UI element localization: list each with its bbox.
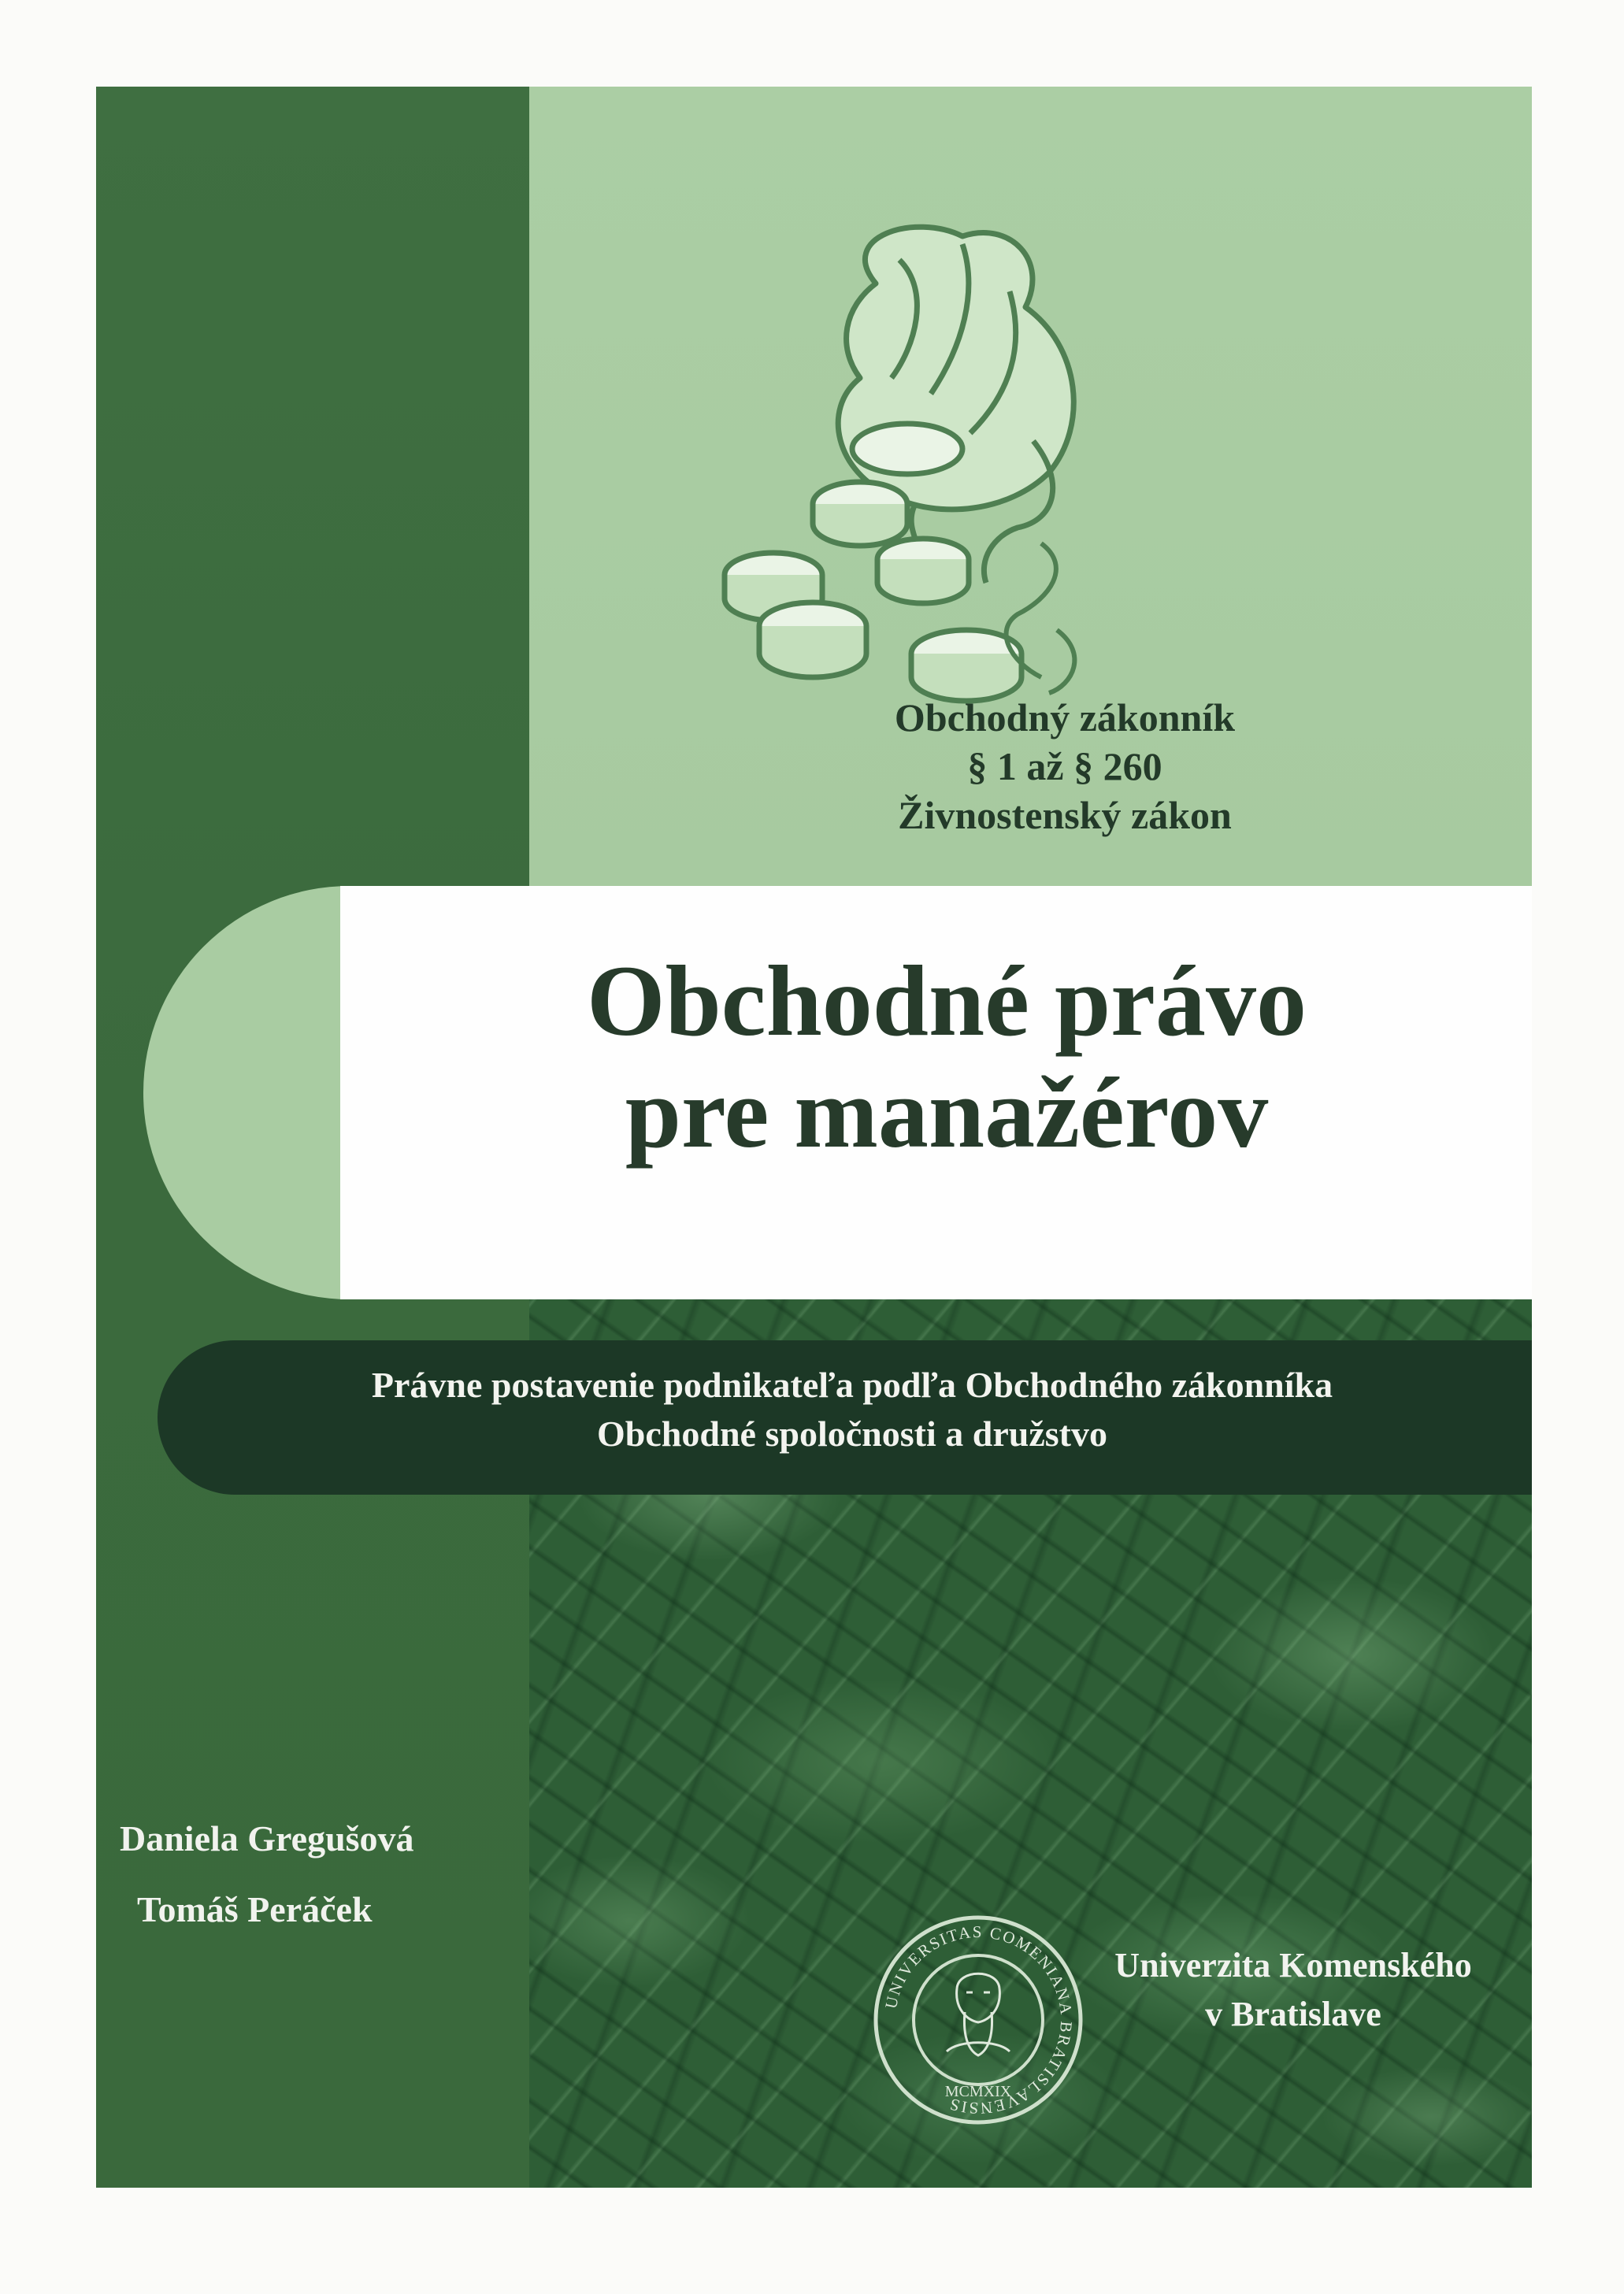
book-subtitle: [222, 1361, 1482, 1458]
topic-line-1: Obchodný zákonník: [894, 695, 1236, 739]
seal-year: MCMXIX: [944, 2083, 1012, 2100]
book-subtitle-line-1: Právne postavenie podnikateľa podľa Obchodného zákonníka: [371, 1365, 1333, 1405]
book-title: [395, 945, 1498, 1169]
publisher-line-1: Univerzita Komenského: [1114, 1946, 1472, 1985]
book-cover: [96, 87, 1532, 2188]
money-bag-coins-icon: [679, 189, 1136, 740]
topic-line-2: § 1 až § 260: [967, 744, 1162, 788]
topic-line-3: Živnostenský zákon: [898, 793, 1232, 837]
author-name: Daniela Gregušová: [120, 1818, 414, 1859]
seal-inscription: UNIVERSITAS COMENIANA BRATISLAVENSIS: [881, 1922, 1077, 2118]
author-name: Tomáš Peráček: [137, 1889, 373, 1929]
book-title-line-1: Obchodné právo: [587, 945, 1307, 1057]
topic-block: [710, 693, 1419, 839]
university-seal-icon: [872, 1914, 1085, 2126]
authors-list: [120, 1803, 545, 1945]
publisher-line-2: v Bratislave: [1205, 1995, 1381, 2033]
book-title-line-2: pre manažérov: [625, 1057, 1269, 1169]
book-subtitle-line-2: Obchodné spoločnosti a družstvo: [597, 1414, 1107, 1454]
publisher-block: [1073, 1941, 1514, 2039]
